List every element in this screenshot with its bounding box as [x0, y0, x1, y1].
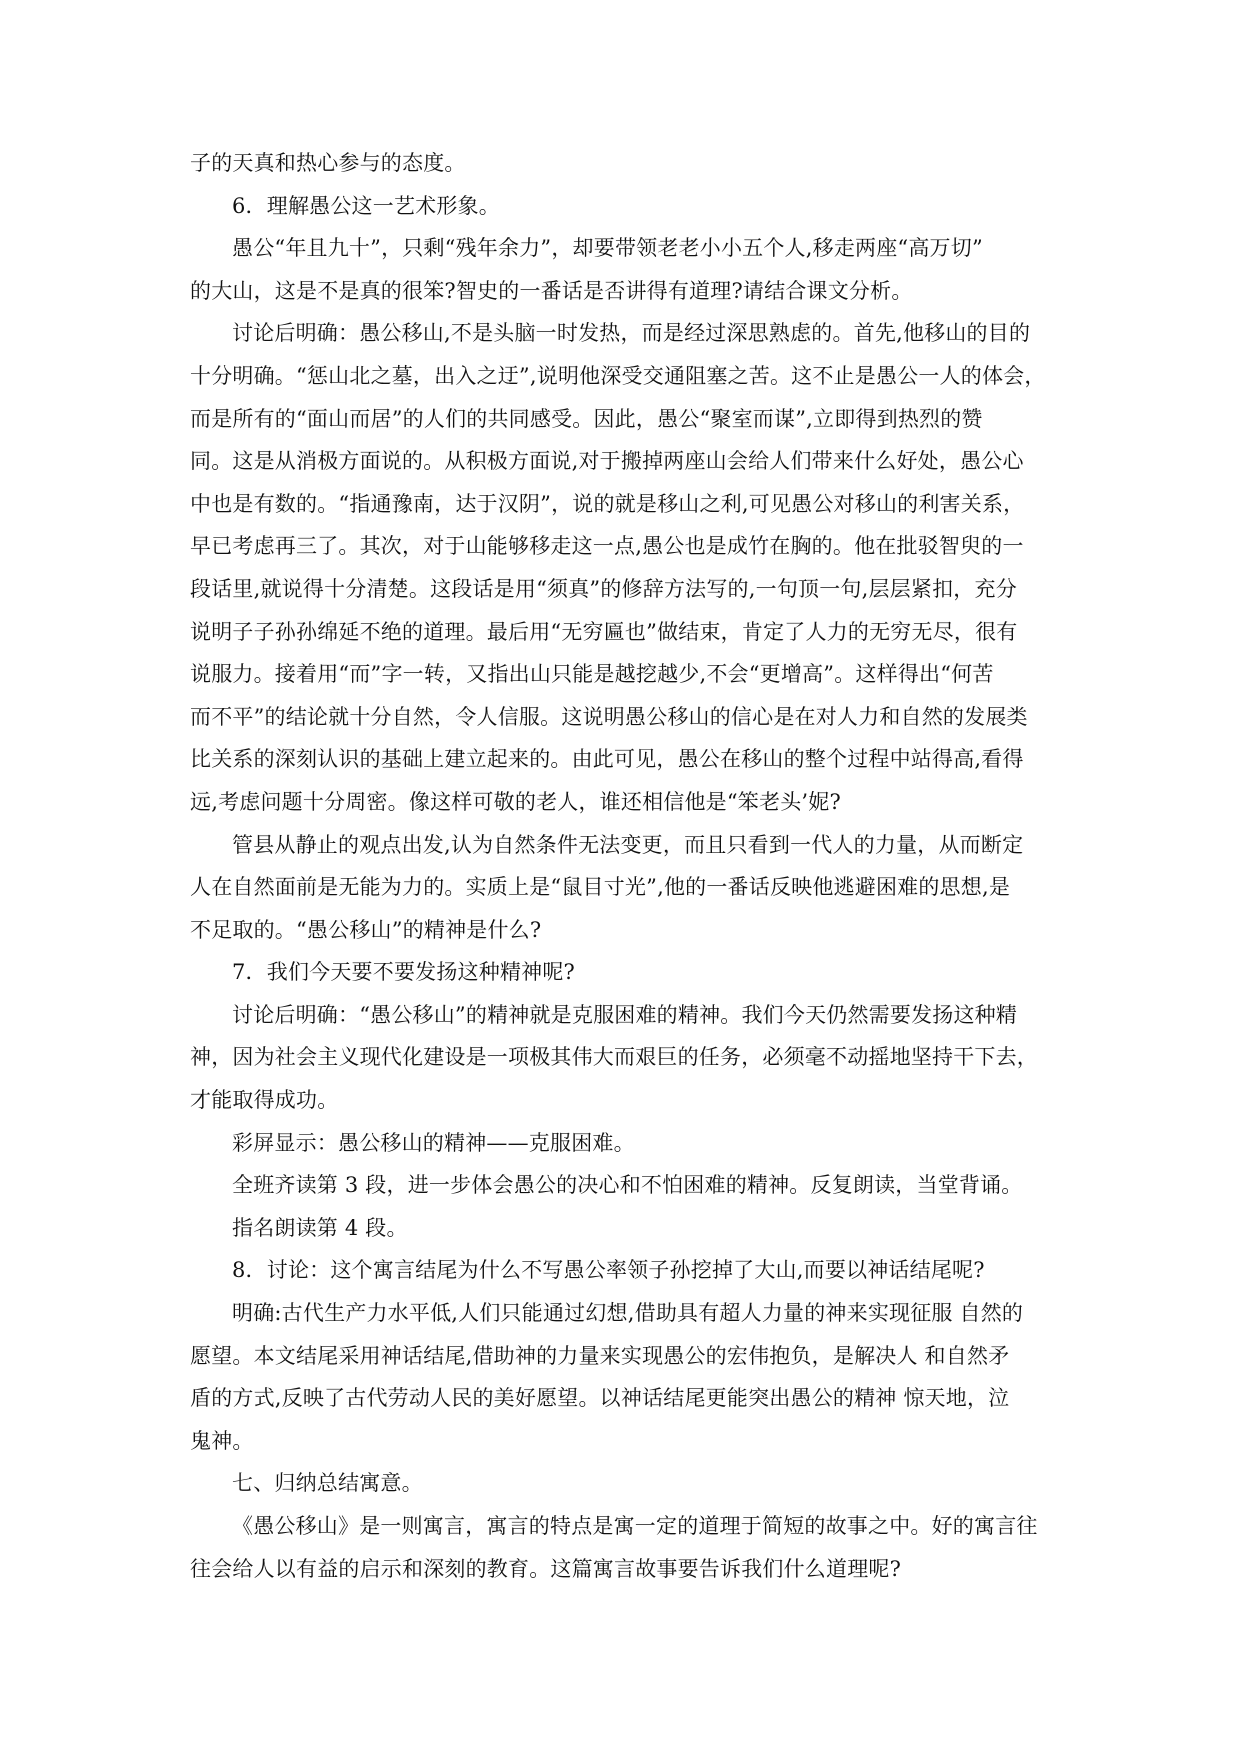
paragraph-line: 段话里,就说得十分清楚。这段话是用“须真”的修辞方法写的,一句顶一句,层层紧扣，充分 — [190, 576, 1017, 601]
paragraph-line: 比关系的深刻认识的基础上建立起来的。由此可见，愚公在移山的整个过程中站得高,看得 — [190, 747, 1024, 772]
paragraph-line: 盾的方式,反映了古代劳动人民的美好愿望。以神话结尾更能突出愚公的精神 惊天地，泣 — [190, 1386, 1010, 1411]
paragraph-line: 同。这是从消极方面说的。从积极方面说,对于搬掉两座山会给人们带来什么好处，愚公心 — [190, 449, 1024, 474]
paragraph-line: 的大山，这是不是真的很笨?智史的一番话是否讲得有道理?请结合课文分析。 — [190, 278, 913, 303]
paragraph-line: 说服力。接着用“而”字一转，又指出山只能是越挖越少,不会“更增高”。这样得出“何苦 — [190, 662, 994, 687]
paragraph-line: 神，因为社会主义现代化建设是一项极其伟大而艰巨的任务，必须毫不动摇地坚持干下去， — [190, 1045, 1038, 1070]
document-body — [190, 142, 1052, 1590]
paragraph-line: 6．理解愚公这一艺术形象。 — [232, 193, 500, 218]
paragraph-line: 明确:古代生产力水平低,人们只能通过幻想,借助具有超人力量的神来实现征服 自然的 — [232, 1301, 1024, 1326]
paragraph-line: 管县从静止的观点出发,认为自然条件无法变更，而且只看到一代人的力量，从而断定 — [232, 832, 1024, 857]
paragraph-line: 才能取得成功。 — [190, 1088, 339, 1113]
paragraph-line: 鬼神。 — [190, 1428, 254, 1453]
paragraph-line: 7．我们今天要不要发扬这种精神呢? — [232, 960, 576, 985]
paragraph-line: 远,考虑问题十分周密。像这样可敬的老人，谁还相信他是“笨老头’妮? — [190, 789, 841, 814]
paragraph-line: 不足取的。“愚公移山”的精神是什么? — [190, 917, 542, 942]
paragraph-line: 8．讨论：这个寓言结尾为什么不写愚公率领子孙挖掉了大山,而要以神话结尾呢? — [232, 1258, 985, 1283]
paragraph-line: 七、归纳总结寓意。 — [232, 1471, 423, 1496]
paragraph-line: 愚公“年且九十”，只剩“残年余力”，却要带领老老小小五个人,移走两座“高万切” — [232, 236, 983, 261]
paragraph-line: 中也是有数的。“指通豫南，达于汉阴”，说的就是移山之利,可见愚公对移山的利害关系， — [190, 491, 1025, 516]
paragraph-line: 而是所有的“面山而居”的人们的共同感受。因此，愚公“聚室而谋”,立即得到热烈的赞 — [190, 406, 983, 431]
paragraph-line: 《愚公移山》是一则寓言，寓言的特点是寓一定的道理于简短的故事之中。好的寓言往 — [232, 1514, 1038, 1538]
paragraph-line: 全班齐读第 3 段，进一步体会愚公的决心和不怕困难的精神。反复朗读，当堂背诵。 — [232, 1173, 1023, 1198]
paragraph-line: 早已考虑再三了。其次，对于山能够移走这一点,愚公也是成竹在胸的。他在批驳智臾的一 — [190, 534, 1024, 559]
paragraph-line: 指名朗读第 4 段。 — [232, 1215, 408, 1240]
paragraph-line: 愿望。本文结尾采用神话结尾,借助神的力量来实现愚公的宏伟抱负，是解决人 和自然矛 — [190, 1343, 1010, 1368]
paragraph-line: 往会给人以有益的启示和深刻的教育。这篇寓言故事要告诉我们什么道理呢? — [190, 1556, 902, 1581]
paragraph-line: 而不平”的结论就十分自然，令人信服。这说明愚公移山的信心是在对人力和自然的发展类 — [190, 704, 1028, 729]
paragraph-line: 人在自然面前是无能为力的。实质上是“鼠目寸光”,他的一番话反映他逃避困难的思想,是 — [190, 875, 1011, 900]
paragraph-line: 彩屏显示：愚公移山的精神——克服困难。 — [232, 1130, 635, 1155]
paragraph-line: 说明子子孙孙绵延不绝的道理。最后用“无穷匾也”做结束，肯定了人力的无穷无尽，很有 — [190, 619, 1018, 644]
paragraph-line: 讨论后明确：愚公移山,不是头脑一时发热，而是经过深思熟虑的。首先,他移山的目的 — [232, 321, 1031, 346]
paragraph-line: 讨论后明确：“愚公移山”的精神就是克服困难的精神。我们今天仍然需要发扬这种精 — [232, 1002, 1018, 1027]
paragraph-line: 十分明确。“惩山北之墓，出入之迂”,说明他深受交通阻塞之苦。这不止是愚公一人的体会， — [190, 363, 1046, 388]
paragraph-line: 子的天真和热心参与的态度。 — [190, 151, 466, 175]
